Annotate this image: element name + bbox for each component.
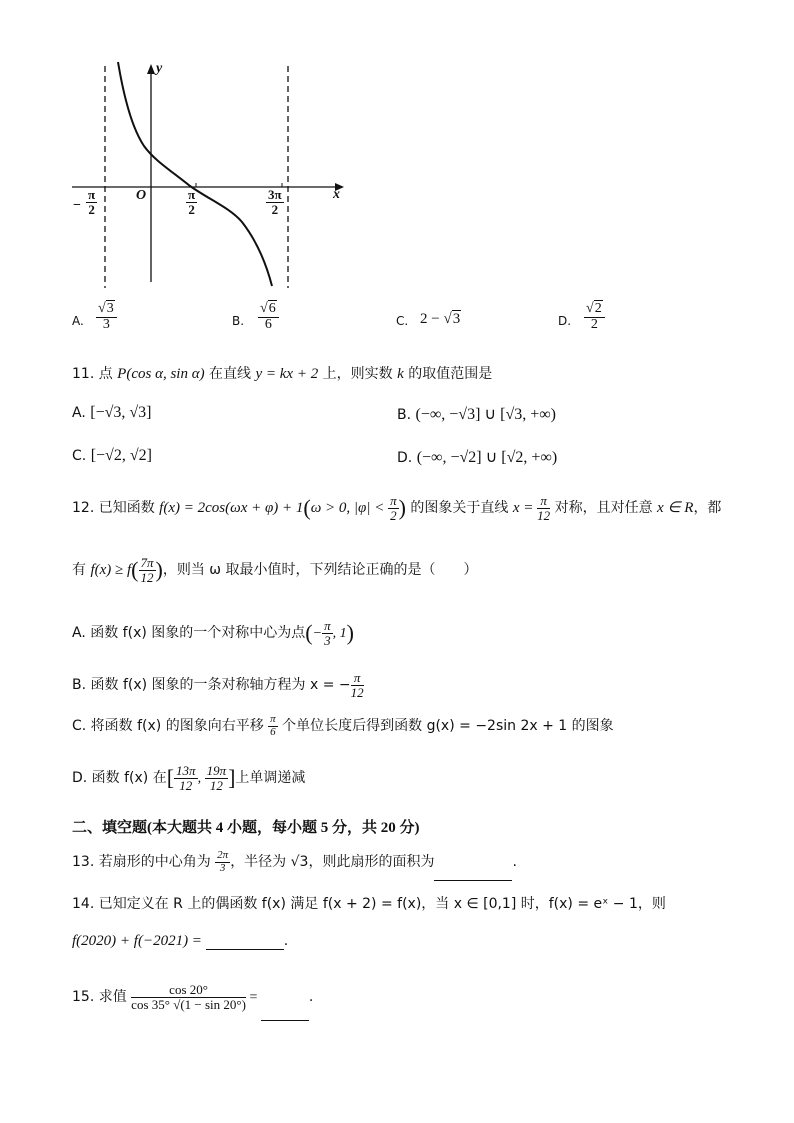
- q12-stem-line1: 12. 已知函数 f(x) = 2cos(ωx + φ) + 1(ω > 0, |φ| < $\frac{\pi}{2}$ ) 的图象关于直线 x = $\frac{\pi}{12}$ 对称，且对任意 x ∈ R，都: [72, 492, 722, 523]
- q11-option-a: A. [−√3, √3]: [72, 404, 152, 421]
- q10-option-d-label: D.: [558, 314, 572, 328]
- q11-stem: 11. 点 P(cos α, sin α) 在直线 y = kx + 2 上，则实数 k 的取值范围是: [72, 366, 493, 382]
- q11-option-d: D. (−∞, −√2] ∪ [√2, +∞): [397, 449, 558, 466]
- tick-pi-half: $\frac{\pi}{2}$: [188, 187, 196, 217]
- q10-option-a: $\frac{√3}{3}$: [96, 302, 117, 332]
- q11-option-c: C. [−√2, √2]: [72, 447, 152, 464]
- q12-option-a: A. 函数 f(x) 图象的一个对称中心为点(− $\frac{\pi}{3}$ , 1): [72, 617, 354, 648]
- q10-option-a-label: A.: [72, 314, 84, 328]
- q10-options: [72, 300, 632, 346]
- x-axis-label: x: [333, 187, 340, 202]
- q10-option-c-label: C.: [396, 314, 409, 328]
- q13: 13. 若扇形的中心角为 $\frac{2\pi}{3}$ ，半径为 √3，则此扇形的面积为 .: [72, 844, 517, 880]
- q14-answer-blank[interactable]: [206, 933, 284, 950]
- q10-option-b: $\frac{√6}{6}$: [258, 302, 279, 332]
- q12-option-b: B. 函数 f(x) 图象的一条对称轴方程为 x = − $\frac{\pi}{12}$: [72, 669, 364, 700]
- q12-stem-line2: 有 f(x) ≥ f( $\frac{7\pi}{12}$ )，则当 ω 取最小值时，下列结论正确的是（ ）: [72, 554, 478, 585]
- origin-label: O: [136, 188, 147, 203]
- tick-neg-pi-half: $\frac{\pi}{2}$: [88, 187, 96, 217]
- q12-option-d: D. 函数 f(x) 在[ $\frac{13\pi}{12}$ , $\frac{19\pi}{12}$ ]上单调递减: [72, 762, 306, 793]
- q10-option-c: 2 − √3: [420, 311, 461, 327]
- function-curve: [118, 62, 272, 286]
- y-axis-label: y: [156, 61, 163, 76]
- q13-answer-blank[interactable]: [434, 844, 512, 881]
- tick-3pi-half: $\frac{3\pi}{2}$: [268, 187, 282, 217]
- tick-neg-pi-half-sign: −: [73, 198, 81, 213]
- section-2-title: 二、填空题(本大题共 4 小题，每小题 5 分，共 20 分): [72, 820, 420, 836]
- function-graph: [62, 58, 362, 293]
- q14-line1: 14. 已知定义在 R 上的偶函数 f(x) 满足 f(x + 2) = f(x)，当 x ∈ [0,1] 时，f(x) = eˣ − 1，则: [72, 896, 666, 912]
- q12-option-c: C. 将函数 f(x) 的图象向右平移 $\frac{\pi}{6}$ 个单位长度后得到函数 g(x) = −2sin 2x + 1 的图象: [72, 712, 614, 738]
- q11-option-b: B. (−∞, −√3] ∪ [√3, +∞): [397, 406, 556, 423]
- q15: 15. 求值 $\frac{\cos 20^\circ}{\cos 35^\circ √(1 - \sin 20^\circ)}$ = .: [72, 974, 313, 1020]
- q10-option-d: $\frac{√2}{2}$: [584, 302, 605, 332]
- q10-option-b-label: B.: [232, 314, 245, 328]
- q15-answer-blank[interactable]: [261, 974, 309, 1021]
- y-axis-arrow: [147, 64, 155, 74]
- q14-line2: f(2020) + f(−2021) = .: [72, 933, 289, 949]
